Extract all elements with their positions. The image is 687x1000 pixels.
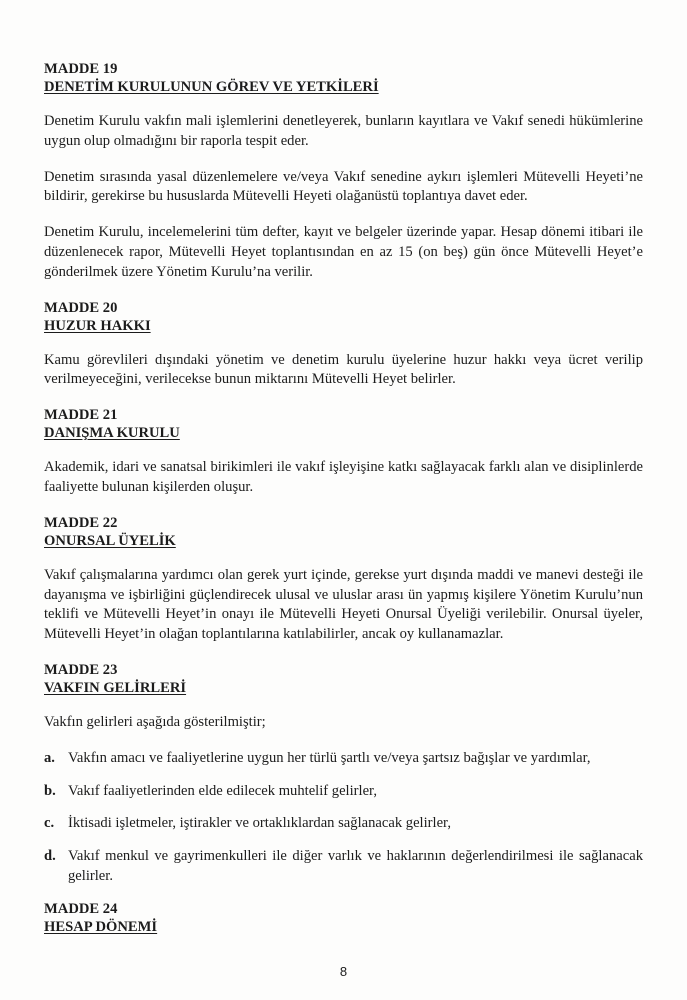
list-item-text: Vakfın amacı ve faaliyetlerine uygun her türlü şartlı ve/veya şartsız bağışlar ve yardımlar,: [68, 749, 591, 766]
list-item-text: İktisadi işletmeler, iştirakler ve ortaklıklardan sağlanacak gelirler,: [68, 815, 451, 832]
article-title: HUZUR HAKKI: [44, 317, 151, 334]
article-number: MADDE 23: [44, 661, 118, 678]
list-marker: d.: [44, 848, 56, 865]
madde-22-section: [44, 514, 643, 645]
madde-24-section: [44, 900, 643, 936]
article-number: MADDE 21: [44, 407, 118, 424]
madde-21-section: [44, 406, 643, 498]
paragraph: Denetim Kurulu vakfın mali işlemlerini denetleyerek, bunların kayıtlara ve Vakıf senedi hükümlerine uygun olup olmadığını bir raporla tespit eder.: [44, 113, 643, 149]
article-title: VAKFIN GELİRLERİ: [44, 679, 187, 696]
list-marker: c.: [44, 815, 55, 832]
list-marker: b.: [44, 782, 56, 799]
paragraph: Denetim sırasında yasal düzenlemelere ve/veya Vakıf senedine aykırı işlemleri Mütevelli Heyeti’ne bildirir, gerekirse bu hususlarda Mütevelli Heyeti olağanüstü toplantıya davet eder.: [44, 168, 643, 205]
list-item: [44, 749, 643, 769]
list-marker: a.: [44, 749, 55, 766]
list-item-text: Vakıf faaliyetlerinden elde edilecek muhtelif gelirler,: [68, 782, 377, 799]
list-item-text: Vakıf menkul ve gayrimenkulleri ile diğer varlık ve haklarının değerlendirilmesi ile sağlanacak gelirler.: [68, 848, 643, 884]
paragraph: Vakfın gelirleri aşağıda gösterilmiştir;: [44, 713, 266, 730]
madde-23-section: [44, 661, 643, 887]
article-number: MADDE 22: [44, 514, 118, 531]
article-number: MADDE 20: [44, 299, 118, 316]
article-number: MADDE 19: [44, 61, 118, 77]
article-title: HESAP DÖNEMİ: [44, 918, 158, 935]
article-title: DENETİM KURULUNUN GÖREV VE YETKİLERİ: [44, 79, 379, 95]
income-list: [44, 749, 643, 887]
madde-19-section: [44, 60, 643, 283]
article-number: MADDE 24: [44, 900, 118, 917]
madde-20-section: [44, 299, 643, 391]
paragraph: Denetim Kurulu, incelemelerini tüm defter, kayıt ve belgeler üzerinde yapar. Hesap dönemi itibari ile düzenlenecek rapor, Mütevelli Heyet toplantısından en az 15 (on beş) gün önce Mütevelli Heyet’e gönderilmek üzere Yönetim Kurulu’na verilir.: [44, 224, 643, 280]
paragraph: Akademik, idari ve sanatsal birikimleri ile vakıf işleyişine katkı sağlayacak farklı alan ve disiplinlerde faaliyette bulunan kişilerden oluşur.: [44, 459, 643, 495]
paragraph: Kamu görevlileri dışındaki yönetim ve denetim kurulu üyelerine huzur hakkı veya ücret verilip verilmeyeceğini, verilecekse bunun miktarını Mütevelli Heyet belirler.: [44, 351, 643, 388]
page-number: 8: [339, 964, 348, 979]
article-title: DANIŞMA KURULU: [44, 425, 180, 442]
list-item: [44, 782, 643, 802]
document-page: [44, 60, 643, 952]
list-item: [44, 847, 643, 887]
list-item: [44, 814, 643, 834]
article-title: ONURSAL ÜYELİK: [44, 532, 176, 549]
paragraph: Vakıf çalışmalarına yardımcı olan gerek yurt içinde, gerekse yurt dışında maddi ve manevi desteği ile dayanışma ve işbirliğini güçlendirecek ulusal ve uluslar arası ün yapmış kişilere Yönetim Kurulu’nun teklifi ve Mütevelli Heyet’in onayı ile Mütevelli Heyeti Onursal Üyeliği verilebilir. Onursal üyeler, Mütevelli Heyet’in olağan toplantılarına katılabilirler, ancak oy kullanamazlar.: [44, 566, 643, 643]
